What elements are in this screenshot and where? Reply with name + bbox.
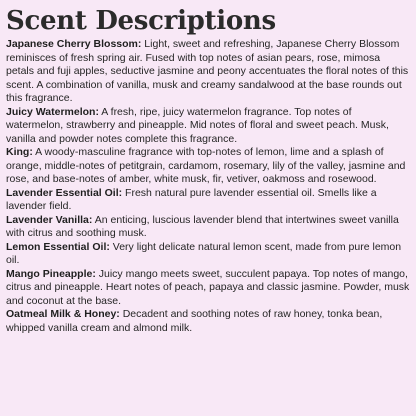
scent-entry-juicy-watermelon xyxy=(6,106,410,147)
scent-entry-japanese-cherry-blossom xyxy=(6,38,410,106)
scent-entry-mango-pineapple xyxy=(6,268,410,309)
scent-name: Mango Pineapple: xyxy=(6,267,96,280)
scent-name: Japanese Cherry Blossom: xyxy=(6,38,142,50)
scent-name: King: xyxy=(6,146,33,158)
scent-entry-lemon-essential-oil xyxy=(6,241,410,268)
scent-list xyxy=(6,38,410,335)
scent-description: A fresh, ripe, juicy watermelon fragrance. Top notes of watermelon, strawberry and pineapple. Mid notes of floral and sweet peach. Musk, vanilla and powder notes complete this fragrance. xyxy=(6,105,389,145)
scent-name: Lavender Essential Oil: xyxy=(6,186,123,199)
scent-name: Lavender Vanilla: xyxy=(6,213,93,226)
scent-description: Decadent and soothing notes of raw honey, tonka bean, whipped vanilla cream and almond milk. xyxy=(6,308,383,334)
scent-entry-lavender-essential-oil xyxy=(6,187,410,214)
scent-description: Juicy mango meets sweet, succulent papaya. Top notes of mango, citrus and pineapple. Heart notes of peach, papaya and classic jasmine. Powder, musk and coconut at the base. xyxy=(6,267,410,307)
scent-entry-lavender-vanilla xyxy=(6,214,410,241)
scent-description: Fresh natural pure lavender essential oil. Smells like a lavender field. xyxy=(6,186,377,212)
scent-description: Very light delicate natural lemon scent, made from pure lemon oil. xyxy=(6,240,402,266)
scent-name: Oatmeal Milk & Honey: xyxy=(6,308,120,320)
scent-description: An enticing, luscious lavender blend that intertwines sweet vanilla with citrus and soothing musk. xyxy=(6,213,399,239)
scent-name: Juicy Watermelon: xyxy=(6,105,99,118)
scent-entry-king xyxy=(6,146,410,187)
scent-entry-oatmeal-milk-honey xyxy=(6,308,410,335)
scent-name: Lemon Essential Oil: xyxy=(6,240,110,253)
page-title: Scent Descriptions xyxy=(6,6,276,36)
scent-description: A woody-masculine fragrance with top-notes of lemon, lime and a splash of orange, middle-notes of petitgrain, cardamom, rosemary, lily of the valley, jasmine and rose, and base-notes of amber, white musk, fir, vetiver, oakmoss and rosewood. xyxy=(6,146,406,185)
scent-description: Light, sweet and refreshing, Japanese Cherry Blossom reminisces of fresh spring air. Fused with top notes of asian pears, rose, mimosa petals and fuji apples, seductive jasmine and peony accentuates the floral notes of this scent. A combination of vanilla, musk and creamy sandalwood at the base rounds out this fragrance. xyxy=(6,38,409,104)
